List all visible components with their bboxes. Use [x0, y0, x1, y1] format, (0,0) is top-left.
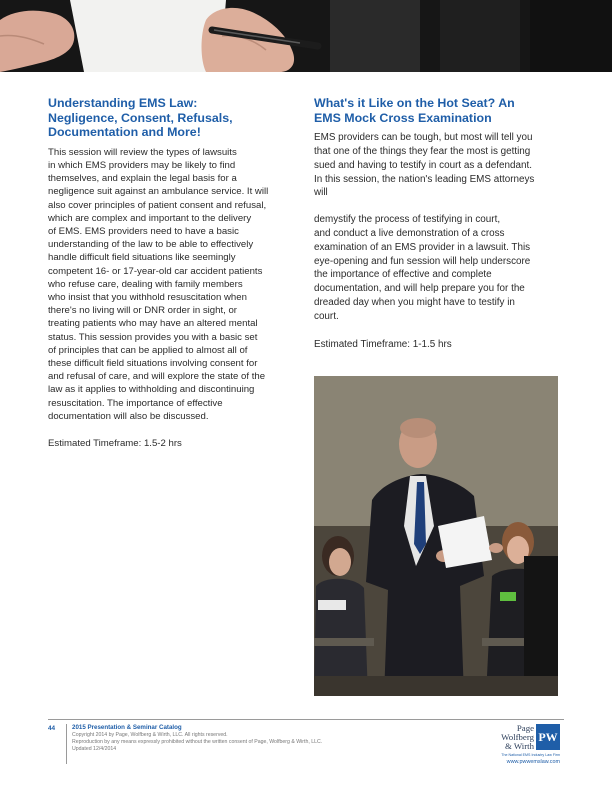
- left-body-line: handle difficult field situations like seemingly: [48, 252, 236, 264]
- left-heading: [48, 96, 292, 140]
- right-body-line: dreaded day when you might have to testify in: [314, 296, 515, 308]
- right-heading-line: EMS Mock Cross Examination: [314, 110, 492, 125]
- logo-url: www.pwwemslaw.com: [506, 759, 560, 765]
- left-body-line: law as it applies to withholding and discontinuing: [48, 384, 255, 396]
- left-body-line: also cover principles of patient consent and refusal,: [48, 199, 267, 211]
- right-body-line: EMS providers can be tough, but most will tell you: [314, 132, 533, 144]
- logo-name-line: Wolfberg: [501, 732, 534, 742]
- right-body-line: demystify the process of testifying in court,: [314, 214, 501, 226]
- left-body-line: understanding of the law to be able to effectively: [48, 239, 254, 251]
- left-body-line: negligence suit against an ambulance service. It will: [48, 186, 269, 198]
- right-body-line: and conduct a live demonstration of a cross: [314, 227, 505, 239]
- footer-vertical-divider: [66, 724, 67, 764]
- left-body-line: resuscitation. The importance of effective: [48, 397, 223, 409]
- left-body-line: there's no living will or DNR order in sight, or: [48, 305, 237, 317]
- left-body-line: which are complex and important to the delivery: [48, 212, 252, 224]
- left-body-line: who insist that you withhold resuscitation when: [48, 292, 247, 304]
- header-photo: [0, 0, 612, 72]
- left-body-line: documentation will also be discussed.: [48, 410, 209, 422]
- left-body-line: This session will review the types of lawsuits: [48, 146, 237, 158]
- logo-tagline: The National EMS Industry Law Firm: [501, 753, 560, 757]
- right-body-line: examination of an EMS provider in a lawsuit. This: [314, 241, 531, 253]
- left-body-line: treating patients who may have an altered mental: [48, 318, 258, 330]
- right-column: [314, 96, 564, 351]
- right-body-line: the importance of effective and complete: [314, 269, 492, 281]
- left-body-line: status. This session provides you with a basic set: [48, 331, 258, 343]
- session-photo-illustration: [314, 376, 558, 696]
- left-body-line: in which EMS providers may be likely to find: [48, 159, 236, 171]
- logo-name-line: Page: [516, 723, 534, 733]
- left-column: [48, 96, 292, 450]
- left-heading-line: Documentation and More!: [48, 125, 201, 140]
- left-body-line: who refuse care, dealing with family members: [48, 278, 243, 290]
- logo-mark: PW: [536, 724, 560, 750]
- page-number: 44: [48, 725, 56, 732]
- right-heading-line: What's it Like on the Hot Seat? An: [314, 96, 515, 110]
- left-timeframe: Estimated Timeframe: 1.5-2 hrs: [48, 438, 182, 450]
- footer-text: [72, 724, 402, 753]
- left-body-line: and refusal of care, and will explore the state of the: [48, 371, 266, 383]
- right-body-line: sued and having to testify in court as a defendant.: [314, 159, 532, 171]
- right-body-line: court.: [314, 310, 339, 322]
- left-body-line: of EMS. EMS providers need to have a basic: [48, 226, 239, 237]
- right-body: [314, 131, 564, 351]
- header-photo-illustration: [0, 0, 612, 72]
- session-photo: [314, 376, 558, 696]
- right-body-line: will: [314, 187, 328, 199]
- left-heading-line: Understanding EMS Law:: [48, 96, 198, 110]
- left-body-line: of principles that can be applied to almost all of: [48, 344, 248, 356]
- right-body-line: eye-opening and fun session will help underscore: [314, 255, 531, 267]
- left-body-line: themselves, and explain the legal basis for a: [48, 173, 237, 185]
- footer-reproduction: Reproduction by any means expressly prohibited without the written consent of Page, Wolfberg & Wirth, LLC.: [72, 739, 323, 745]
- footer-copyright: Copyright 2014 by Page, Wolfberg & Wirth, LLC. All rights reserved.: [72, 732, 228, 738]
- footer-divider: [48, 719, 564, 720]
- footer-updated: Updated 12/4/2014: [72, 746, 117, 752]
- right-heading: [314, 96, 564, 125]
- left-body: [48, 146, 292, 450]
- footer-title: 2015 Presentation & Seminar Catalog: [72, 724, 182, 731]
- right-body-line: that one of the things they fear the most is getting: [314, 145, 531, 157]
- firm-logo: [486, 722, 564, 768]
- right-body-line: documentation, and will help prepare you for the: [314, 283, 525, 295]
- left-heading-line: Negligence, Consent, Refusals,: [48, 110, 233, 125]
- right-timeframe: Estimated Timeframe: 1-1.5 hrs: [314, 338, 452, 350]
- left-body-line: these difficult field situations involving consent for: [48, 358, 258, 370]
- left-body-line: competent 16- or 17-year-old car accident patients: [48, 265, 263, 277]
- right-body-line: In this session, the nation's leading EMS attorneys: [314, 173, 535, 185]
- logo-name-line: & Wirth: [504, 741, 534, 751]
